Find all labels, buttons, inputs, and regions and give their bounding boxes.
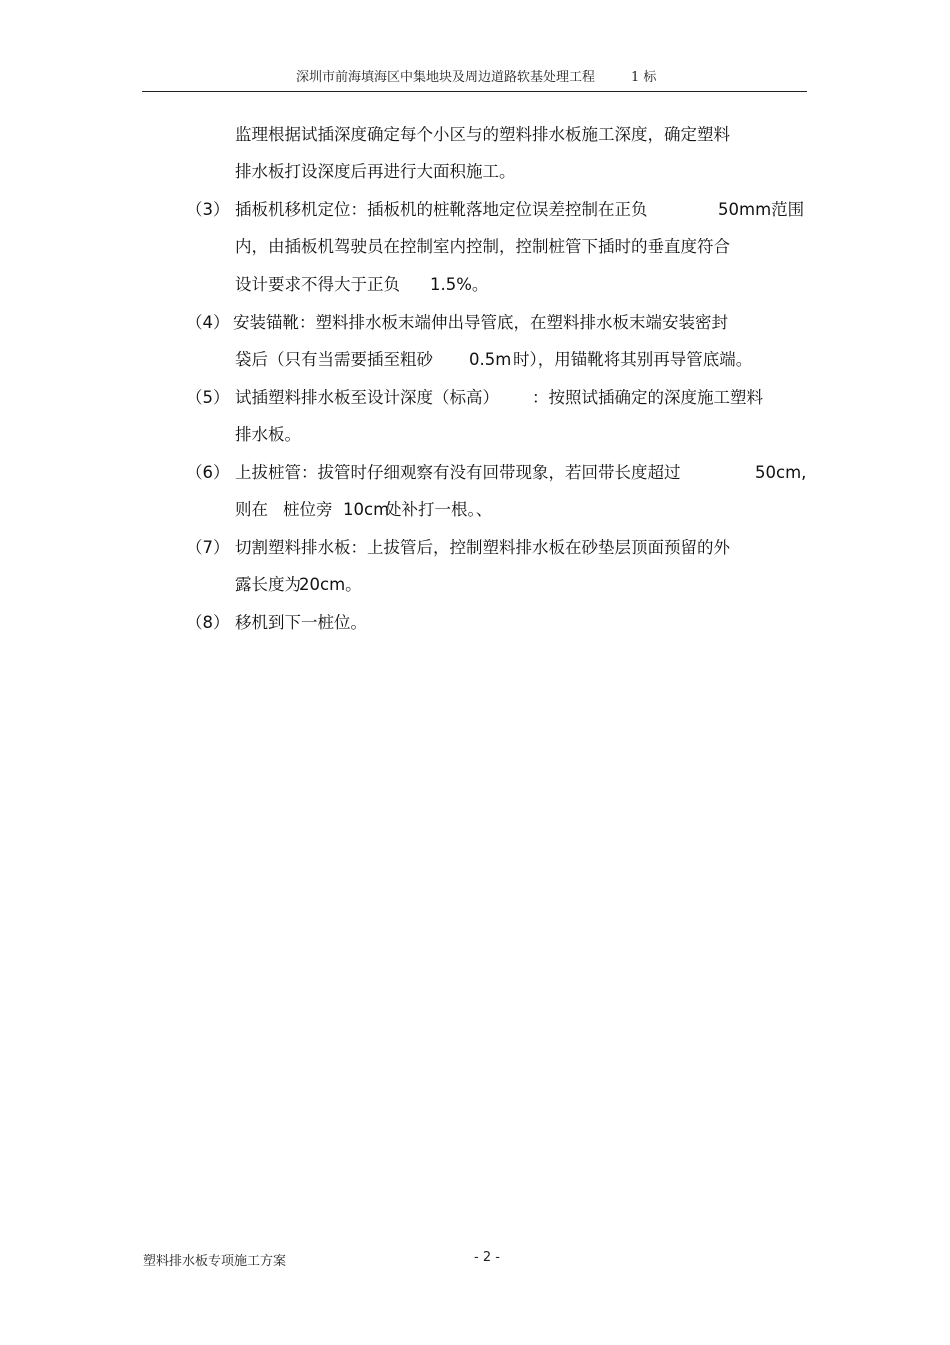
item-3-line-1: 插板机移机定位：插板机的桩靴落地定位误差控制在正负	[235, 200, 648, 219]
item-7-line-1: 切割塑料排水板：上拔管后，控制塑料排水板在砂垫层顶面预留的外	[235, 538, 730, 557]
item-6-line-2a: 则在	[235, 500, 268, 519]
item-6-line-2c: 处补打一根。、	[385, 500, 493, 519]
footer-document-title: 塑料排水板专项施工方案	[143, 1254, 287, 1269]
item-3-tolerance: 1.5%。	[430, 275, 489, 294]
intro-line-1: 监理根据试插深度确定每个小区与的塑料排水板施工深度，确定塑料	[235, 125, 730, 144]
item-4-number: （4）	[186, 313, 230, 332]
item-5-line-2: 排水板。	[235, 425, 301, 444]
header-lot-label: 1 标	[631, 70, 657, 85]
item-3-line-3: 设计要求不得大于正负	[235, 275, 400, 294]
item-4-value: 0.5m	[469, 350, 512, 369]
item-5-line-1a: 试插塑料排水板至设计深度（标高）	[235, 388, 499, 407]
header-rule	[142, 91, 807, 92]
item-3-value: 50mm范围	[718, 200, 805, 219]
item-6-value: 50cm,	[755, 463, 807, 482]
item-7-number: （7）	[186, 538, 230, 557]
item-7-value: 20cm。	[299, 575, 362, 594]
footer-page-number: - 2 -	[474, 1250, 500, 1265]
item-5-number: （5）	[186, 388, 230, 407]
item-4-line-2b: 时），用锚靴将其别再导管底端。	[513, 350, 753, 369]
item-5-line-1b: ：按照试插确定的深度施工塑料	[532, 388, 763, 407]
item-8-line-1: 移机到下一桩位。	[235, 613, 367, 632]
item-4-line-1: 安装锚靴：塑料排水板末端伸出导管底，在塑料排水板末端安装密封	[233, 313, 728, 332]
intro-line-2: 排水板打设深度后再进行大面积施工。	[235, 162, 516, 181]
item-6-line-1: 上拔桩管：拔管时仔细观察有没有回带现象，若回带长度超过	[235, 463, 681, 482]
item-8-number: （8）	[186, 613, 230, 632]
item-3-line-2: 内，由插板机驾驶员在控制室内控制，控制桩管下插时的垂直度符合	[235, 237, 730, 256]
item-6-number: （6）	[186, 463, 230, 482]
item-6-distance: 10cm	[343, 500, 390, 519]
item-6-line-2b: 桩位旁	[283, 500, 333, 519]
header-project-title: 深圳市前海填海区中集地块及周边道路软基处理工程	[296, 70, 596, 85]
item-7-line-2a: 露长度为	[235, 575, 301, 594]
item-4-line-2a: 袋后（只有当需要插至粗砂	[235, 350, 433, 369]
item-3-number: （3）	[186, 200, 230, 219]
